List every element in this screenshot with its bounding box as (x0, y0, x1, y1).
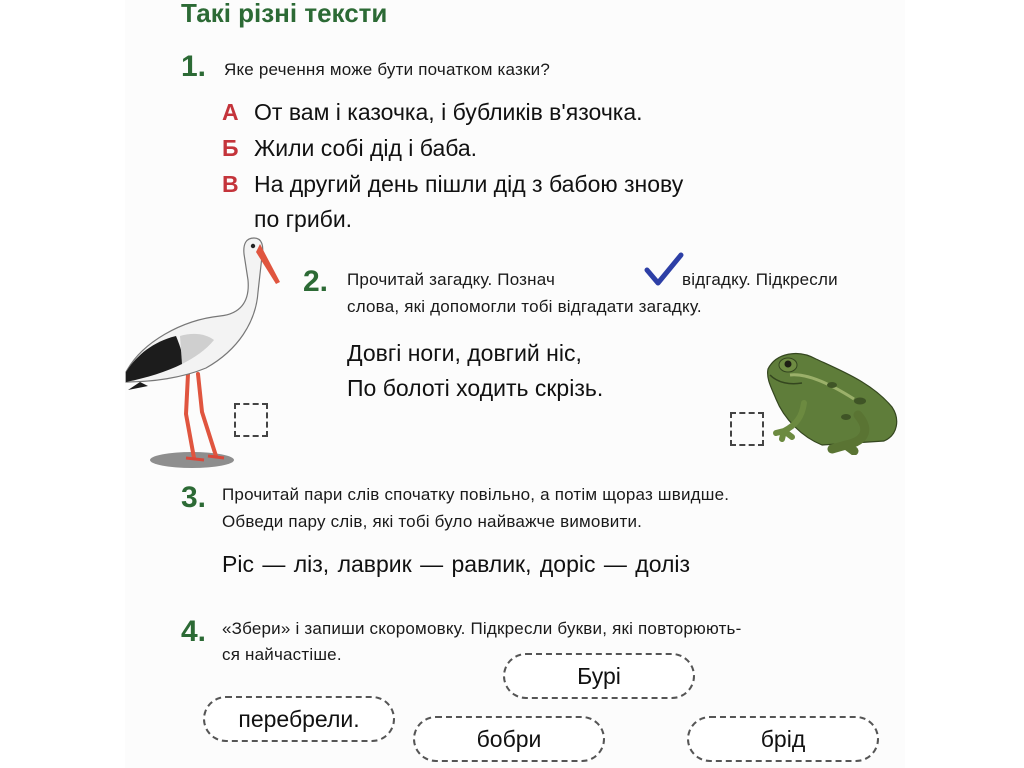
task-1-question: Яке речення може бути початком казки? (224, 60, 550, 79)
frog-answer-checkbox[interactable] (730, 412, 764, 446)
option-letter-c: В (222, 171, 239, 197)
word-card-buri[interactable]: Бурі (503, 653, 695, 699)
task-1-option-c-continued: по гриби. (254, 206, 353, 232)
task-3-instruction-line2: Обведи пару слів, які тобі було найважче вимовити. (222, 512, 643, 531)
word-card-brid[interactable]: брід (687, 716, 879, 762)
task-2-instruction-line2: слова, які допомогли тобі відгадати загадку. (347, 297, 702, 316)
task-3-word-pairs[interactable]: Ріс — ліз, лаврик — равлик, доріс — доліз (222, 551, 691, 577)
task-4-instruction-line2: ся найчастіше. (222, 645, 342, 664)
frog-illustration (762, 345, 902, 455)
task-1-option-a[interactable] (222, 99, 643, 126)
option-text-c: На другий день пішли дід з бабою знову (254, 171, 684, 197)
task-1-number: 1. (181, 50, 207, 83)
page-title: Такі різні тексти (181, 0, 388, 28)
option-letter-a: А (222, 99, 239, 125)
word-card-perebreli[interactable]: перебрели. (203, 696, 395, 742)
stork-answer-checkbox[interactable] (234, 403, 268, 437)
task-4-number: 4. (181, 615, 207, 648)
task-2-number: 2. (303, 265, 329, 298)
option-text-b: Жили собі дід і баба. (254, 135, 478, 161)
task-3-instruction-line1: Прочитай пари слів спочатку повільно, а потім щораз швидше. (222, 485, 730, 504)
riddle-line-1: Довгі ноги, довгий ніс, (347, 340, 582, 366)
task-1-option-b[interactable] (222, 135, 477, 162)
word-card-bobry[interactable]: бобри (413, 716, 605, 762)
riddle-line-2: По болоті ходить скрізь. (347, 375, 604, 401)
option-letter-b: Б (222, 135, 239, 161)
task-2-instruction-b: відгадку. Підкресли (682, 270, 838, 289)
checkmark-icon (644, 252, 684, 286)
task-3-number: 3. (181, 481, 207, 514)
task-1-option-c[interactable] (222, 171, 683, 198)
option-text-a: От вам і казочка, і бубликів в'язочка. (254, 99, 643, 125)
task-2-instruction-a: Прочитай загадку. Познач (347, 270, 556, 289)
task-4-instruction-line1: «Збери» і запиши скоромовку. Підкресли букви, які повторюють- (222, 619, 742, 638)
